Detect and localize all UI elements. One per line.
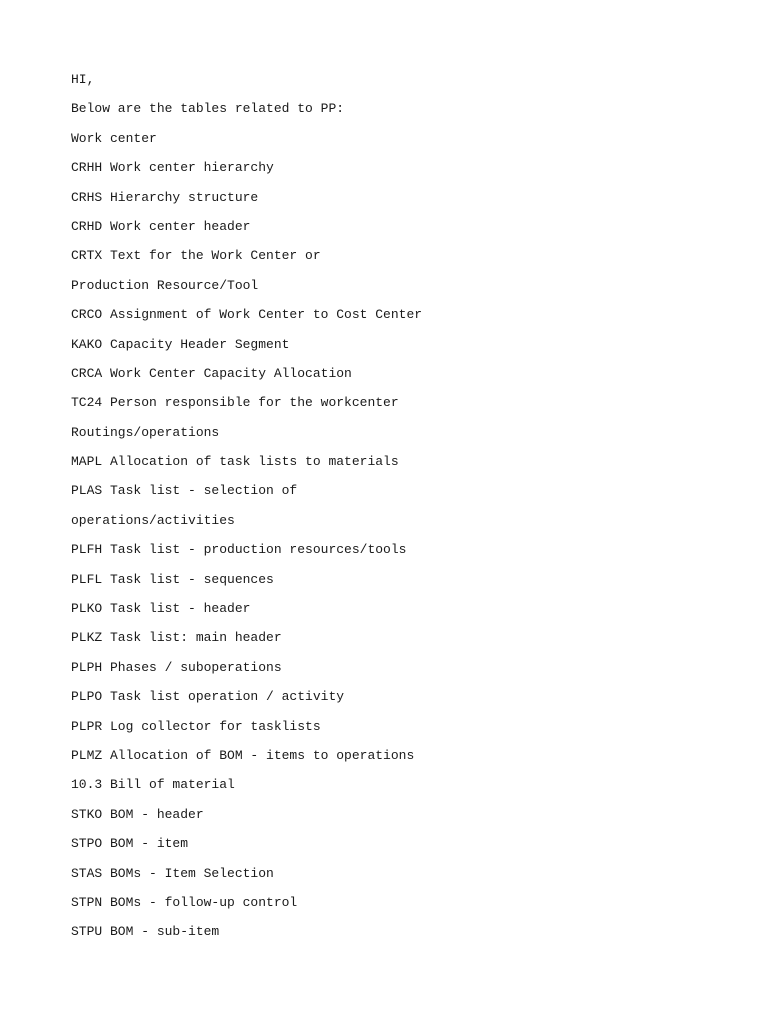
table-entry-plko: PLKO Task list - header xyxy=(71,601,251,617)
table-entry-plpr: PLPR Log collector for tasklists xyxy=(71,718,321,734)
table-entry-plph: PLPH Phases / suboperations xyxy=(71,659,282,675)
table-entry-plfh: PLFH Task list - production resources/tools xyxy=(71,542,407,558)
table-entry-stpn: STPN BOMs - follow-up control xyxy=(71,894,298,910)
table-entry-plmz: PLMZ Allocation of BOM - items to operations xyxy=(71,747,415,763)
table-entry-crtx-continued: Production Resource/Tool xyxy=(71,277,259,293)
table-entry-tc24: TC24 Person responsible for the workcenter xyxy=(71,395,399,411)
table-entry-crca: CRCA Work Center Capacity Allocation xyxy=(71,365,352,381)
table-entry-crhd: CRHD Work center header xyxy=(71,218,251,234)
section-heading-routings: Routings/operations xyxy=(71,424,220,440)
table-entry-kako: KAKO Capacity Header Segment xyxy=(71,336,290,352)
greeting-line: HI, xyxy=(71,72,95,87)
document-body xyxy=(71,71,422,953)
table-entry-plas-continued: operations/activities xyxy=(71,512,235,528)
table-entry-crhs: CRHS Hierarchy structure xyxy=(71,189,259,205)
table-entry-stpu: STPU BOM - sub-item xyxy=(71,924,220,940)
table-entry-mapl: MAPL Allocation of task lists to materials xyxy=(71,454,399,470)
section-heading-bill-of-material: 10.3 Bill of material xyxy=(71,777,235,793)
table-entry-stko: STKO BOM - header xyxy=(71,806,204,822)
table-entry-crtx: CRTX Text for the Work Center or xyxy=(71,248,321,264)
table-entry-stas: STAS BOMs - Item Selection xyxy=(71,865,274,881)
table-entry-plpo: PLPO Task list operation / activity xyxy=(71,689,345,705)
table-entry-plas: PLAS Task list - selection of xyxy=(71,483,298,499)
section-heading-work-center: Work center xyxy=(71,130,157,146)
table-entry-stpo: STPO BOM - item xyxy=(71,836,189,852)
table-entry-crhh: CRHH Work center hierarchy xyxy=(71,160,274,176)
table-entry-plkz: PLKZ Task list: main header xyxy=(71,630,282,646)
table-entry-plfl: PLFL Task list - sequences xyxy=(71,571,274,587)
table-entry-crco: CRCO Assignment of Work Center to Cost Center xyxy=(71,307,423,323)
intro-line: Below are the tables related to PP: xyxy=(71,101,345,117)
